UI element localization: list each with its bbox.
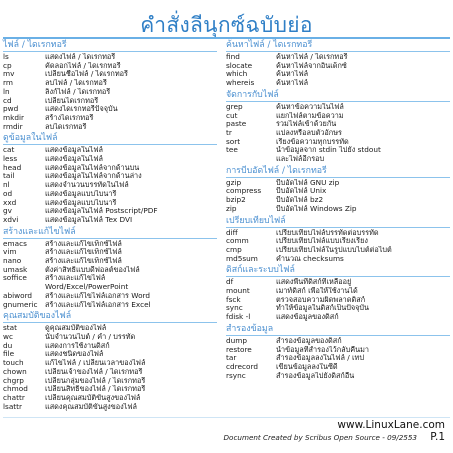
command-description: แสดงพื้นที่ดิสก์ที่เหลืออยู่ — [276, 278, 352, 287]
command-name: ln — [3, 86, 10, 96]
command-name: rsync — [226, 370, 246, 380]
page-number: P.1 — [430, 431, 445, 443]
command-name: cd — [3, 95, 12, 105]
command-row — [3, 114, 217, 123]
command-section — [226, 90, 450, 164]
command-description: สำรองข้อมูลของดิสก์ — [276, 336, 342, 345]
command-name: df — [226, 277, 234, 287]
command-description: แสดงข้อมูลในไฟล์ Tex DVI — [45, 215, 133, 224]
command-row — [3, 257, 217, 266]
command-description: คำนวณ checksums — [276, 254, 344, 263]
command-description: ทำให้ข้อมูลในดิสก์เป็นปัจจุบัน — [276, 304, 370, 313]
command-description: บีบอัดไฟล์ Unix — [276, 187, 327, 196]
command-row — [3, 181, 217, 190]
section-heading: สำรองข้อมูล — [226, 324, 450, 336]
command-description: ค้นหาข้อความในไฟล์ — [276, 102, 344, 111]
command-row — [3, 88, 217, 97]
command-description: แสดงข้อมูลแบบไบนารี — [45, 189, 117, 198]
command-description: ค้นหาไฟล์ / ไดเรกทอรี — [276, 53, 348, 61]
command-name: umask — [3, 264, 28, 274]
command-name: xdvi — [3, 214, 19, 224]
command-row — [3, 155, 217, 164]
command-description: เขียนข้อมูลลงในซีดี — [276, 362, 338, 371]
command-row — [226, 246, 450, 255]
command-description: สร้างและแก้ไขเท็กซ์ไฟล์ — [45, 257, 122, 266]
command-row — [226, 62, 450, 71]
command-row — [3, 240, 217, 249]
footer-credit: Document Created by Scribus Open Source - 09/2553 — [223, 433, 417, 442]
command-name: cmp — [226, 244, 242, 254]
command-name: which — [226, 69, 248, 79]
command-row — [226, 205, 450, 214]
command-name: soffice — [3, 273, 27, 283]
command-row — [226, 229, 450, 238]
command-row — [3, 172, 217, 181]
command-name: touch — [3, 358, 24, 368]
command-name: mkdir — [3, 112, 24, 122]
command-row — [3, 97, 217, 106]
command-description: แสดงข้อมูลในไฟล์จากด้านล่าง — [45, 172, 142, 181]
command-description: แสดงข้อมูลของดิสก์ — [276, 313, 339, 322]
command-section — [226, 166, 450, 214]
command-name: sync — [226, 303, 243, 313]
command-description: แปลงหรือลบตัวอักษร — [276, 128, 342, 137]
section-heading: ดิสก์และระบบไฟล์ — [226, 265, 450, 277]
command-section — [3, 311, 217, 411]
command-section — [3, 40, 217, 131]
section-heading: คุณสมบัติของไฟล์ — [3, 311, 217, 323]
command-name: comm — [226, 236, 249, 246]
command-description: ค้นหาไฟล์ — [276, 79, 309, 88]
command-name: head — [3, 162, 22, 172]
command-name: nl — [3, 180, 10, 190]
command-row — [3, 342, 217, 351]
command-row — [226, 70, 450, 79]
command-row — [3, 403, 217, 412]
document-title: คำสั่งลีนุกซ์ฉบับย่อ — [140, 13, 313, 37]
command-row — [3, 368, 217, 377]
command-row — [226, 296, 450, 305]
command-section — [226, 216, 450, 264]
command-name: pwd — [3, 104, 19, 114]
command-name: cut — [226, 110, 238, 120]
command-section — [226, 265, 450, 322]
command-description: เมาท์ดิสก์ เพื่อให้ใช้งานได้ — [276, 287, 358, 296]
command-description: ตั้งค่าสิทธิ์แบบดีฟอลต์ของไฟล์ — [45, 265, 140, 274]
command-name: abiword — [3, 290, 33, 300]
command-row — [226, 103, 450, 112]
command-row — [3, 53, 217, 62]
command-description: แสดงไดเรกทอรีปัจจุบัน — [45, 105, 118, 114]
command-name: gzip — [226, 177, 242, 187]
command-row — [3, 248, 217, 257]
command-description: เปลี่ยนสิทธิ์ของไฟล์ / ไดเรกทอรี — [45, 385, 146, 394]
command-row — [226, 112, 450, 121]
command-row — [226, 346, 450, 355]
section-heading: การบีบอัดไฟล์ / ไดเรกทอรี — [226, 166, 450, 178]
command-description: ค้นหาไฟล์จากอินเด็กซ์ — [276, 61, 347, 70]
command-description: เรียงข้อความทุกบรรทัด — [276, 137, 349, 146]
command-row — [226, 363, 450, 372]
command-row — [226, 53, 450, 62]
command-name: file — [3, 349, 15, 359]
section-heading: เปรียบเทียบไฟล์ — [226, 216, 450, 228]
command-row — [226, 278, 450, 287]
command-name: gnumeric — [3, 299, 38, 309]
command-section — [3, 133, 217, 224]
command-row — [3, 394, 217, 403]
command-row — [226, 255, 450, 264]
command-name: compress — [226, 186, 262, 196]
footer-divider — [3, 417, 450, 418]
command-name: tr — [226, 127, 232, 137]
command-name: dump — [226, 335, 247, 345]
command-row — [226, 187, 450, 196]
command-description: ค้นหาไฟล์ — [276, 70, 309, 79]
command-name: zip — [226, 203, 237, 213]
command-description: แสดงข้อมูลในไฟล์ — [45, 155, 103, 164]
command-description: บีบอัดไฟล์ Windows Zip — [276, 204, 357, 213]
command-row — [226, 354, 450, 363]
command-row — [3, 105, 217, 114]
command-name: md5sum — [226, 253, 258, 263]
command-name: whereis — [226, 78, 255, 88]
command-description: ลิงก์ไฟล์ / ไดเรกทอรี — [45, 87, 111, 96]
command-description: แสดงการใช้งานดิสก์ — [45, 341, 110, 350]
command-description: เปลี่ยนเจ้าของไฟล์ / ไดเรกทอรี — [45, 367, 143, 376]
command-name: chgrp — [3, 375, 24, 385]
command-description: และไฟล์อีกรอบ — [276, 155, 325, 164]
command-row — [3, 350, 217, 359]
command-row — [226, 313, 450, 322]
command-name: emacs — [3, 238, 27, 248]
command-description: เปลี่ยนไดเรกทอรี — [45, 96, 99, 105]
command-name: vim — [3, 247, 17, 257]
command-row — [226, 138, 450, 147]
section-heading: ไฟล์ / ไดเรกทอรี — [3, 40, 217, 52]
command-name: chown — [3, 366, 27, 376]
command-description: บีบอัดไฟล์ GNU zip — [276, 178, 340, 187]
command-description: สำรองข้อมูลลงในไฟล์ / เทป — [276, 354, 364, 363]
command-name: cdrecord — [226, 361, 258, 371]
command-row — [3, 385, 217, 394]
command-row — [3, 301, 217, 310]
command-row — [226, 196, 450, 205]
command-row — [3, 146, 217, 155]
command-row — [226, 155, 450, 164]
command-description: เปรียบเทียบไฟล์บรรทัดต่อบรรทัด — [276, 228, 379, 237]
title-divider — [3, 37, 450, 39]
footer-url: www.LinuxLane.com — [337, 419, 445, 431]
command-description: เปรียบเทียบไฟล์ในรูปแบบไบต์ต่อไบต์ — [276, 245, 392, 254]
command-row — [3, 359, 217, 368]
command-description: เปลี่ยนคุณสมบัติขั้นสูงของไฟล์ — [45, 393, 141, 402]
command-description: ตรวจสอบความผิดพลาดดิสก์ — [276, 295, 366, 304]
command-description: เปลี่ยนชื่อไฟล์ / ไดเรกทอรี — [45, 70, 128, 79]
command-description: นำข้อมูลจาก stdin ไปยัง stdout — [276, 146, 381, 155]
command-name: lsattr — [3, 401, 23, 411]
command-row — [3, 207, 217, 216]
command-description: สร้างและแก้ไขไฟล์ — [45, 274, 106, 283]
command-section — [226, 40, 450, 88]
command-row — [3, 62, 217, 71]
section-heading: สร้างและแก้ไขไฟล์ — [3, 227, 217, 239]
command-name: mv — [3, 69, 15, 79]
section-heading: ค้นหาไฟล์ / ไดเรกทอรี — [226, 40, 450, 52]
command-description: แสดงชนิดของไฟล์ — [45, 350, 104, 359]
command-row — [3, 274, 217, 283]
command-row — [226, 237, 450, 246]
command-description: สร้างและแก้ไขไฟล์เอกสาร Word — [45, 291, 151, 300]
command-name: restore — [226, 344, 252, 354]
section-heading: ดูข้อมูลในไฟล์ — [3, 133, 217, 145]
command-description: แสดงข้อมูลในไฟล์ Postscript/PDF — [45, 207, 158, 216]
command-row — [3, 266, 217, 275]
command-row — [226, 129, 450, 138]
command-row — [3, 79, 217, 88]
command-row — [3, 324, 217, 333]
command-name: wc — [3, 331, 13, 341]
command-description: คัดลอกไฟล์ / ไดเรกทอรี — [45, 61, 121, 70]
command-name: paste — [226, 119, 247, 129]
command-name: fdisk -l — [226, 312, 251, 322]
command-name: cat — [3, 145, 15, 155]
command-name: diff — [226, 227, 238, 237]
command-row — [3, 123, 217, 132]
command-row — [226, 287, 450, 296]
command-description: เปลี่ยนกลุ่มของไฟล์ / ไดเรกทอรี — [45, 376, 146, 385]
command-description: แสดงไฟล์ / ไดเรกทอรี — [45, 53, 116, 61]
command-name — [226, 155, 276, 164]
command-name: chmod — [3, 384, 28, 394]
command-description: สำรองข้อมูลไปยังดิสก์อื่น — [276, 371, 355, 380]
command-description: แก้ไขไฟล์ / เปลี่ยนเวลาของไฟล์ — [45, 359, 146, 368]
command-name: ls — [3, 52, 9, 61]
command-row — [226, 304, 450, 313]
command-description: แสดงข้อมูลในไฟล์จากด้านบน — [45, 163, 140, 172]
command-row — [3, 216, 217, 225]
command-name: od — [3, 188, 13, 198]
command-name: cp — [3, 60, 12, 70]
command-name: slocate — [226, 60, 253, 70]
left-column — [3, 40, 217, 413]
command-name: grep — [226, 101, 243, 111]
command-row — [3, 70, 217, 79]
command-name: rm — [3, 78, 13, 88]
command-description: แสดงคุณสมบัติขั้นสูงของไฟล์ — [45, 402, 137, 411]
command-name: rmdir — [3, 121, 23, 131]
command-description: นำข้อมูลที่สำรองไว้กลับคืนมา — [276, 345, 370, 354]
command-description: สร้างและแก้ไขไฟล์เอกสาร Excel — [45, 300, 151, 309]
command-name: gv — [3, 206, 12, 216]
command-description: Word/Excel/PowerPoint — [45, 283, 129, 292]
command-row — [3, 190, 217, 199]
command-row — [3, 333, 217, 342]
command-name: chattr — [3, 392, 25, 402]
command-row — [226, 79, 450, 88]
command-row — [226, 120, 450, 129]
command-description: แยกไฟล์ตามข้อความ — [276, 111, 344, 120]
command-name: tee — [226, 145, 238, 155]
command-name: stat — [3, 323, 17, 333]
command-description: ลบไฟล์ / ไดเรกทอรี — [45, 79, 107, 88]
command-description: เปรียบเทียบไฟล์แบบเรียงเรียง — [276, 237, 368, 246]
command-name: fsck — [226, 294, 241, 304]
command-name: du — [3, 340, 13, 350]
command-name: less — [3, 154, 18, 164]
command-description: แสดงข้อมูลในไฟล์ — [45, 146, 103, 155]
command-description: รวมไฟล์เข้าด้วยกัน — [276, 120, 337, 129]
command-name: mount — [226, 286, 250, 296]
command-description: แสดงข้อมูลแบบไบนารี — [45, 198, 117, 207]
right-column — [226, 40, 450, 382]
command-description: สร้างและแก้ไขเท็กซ์ไฟล์ — [45, 239, 122, 248]
command-name: sort — [226, 136, 241, 146]
command-name: nano — [3, 256, 22, 266]
command-section — [226, 324, 450, 381]
command-row — [226, 337, 450, 346]
command-row — [3, 164, 217, 173]
command-description: สร้างและแก้ไขเท็กซ์ไฟล์ — [45, 248, 122, 257]
command-row — [3, 377, 217, 386]
command-name: tar — [226, 353, 237, 363]
section-heading: จัดการกับไฟล์ — [226, 90, 450, 102]
command-name: find — [226, 52, 240, 61]
command-description: แสดงจำนวนบรรทัดในไฟล์ — [45, 181, 129, 190]
command-description: ลบไดเรกทอรี — [45, 122, 87, 131]
command-row — [226, 372, 450, 381]
command-row — [3, 283, 217, 292]
command-description: สร้างไดเรกทอรี — [45, 113, 94, 122]
command-row — [226, 146, 450, 155]
command-section — [3, 227, 217, 310]
command-description: ดูคุณสมบัติของไฟล์ — [45, 324, 107, 333]
command-row — [3, 199, 217, 208]
command-name: bzip2 — [226, 195, 246, 205]
command-name: tail — [3, 171, 15, 181]
command-description: นับจำนวนไบต์ / คำ / บรรทัด — [45, 332, 136, 341]
command-description: บีบอัดไฟล์ bz2 — [276, 196, 324, 205]
command-name: xxd — [3, 197, 17, 207]
